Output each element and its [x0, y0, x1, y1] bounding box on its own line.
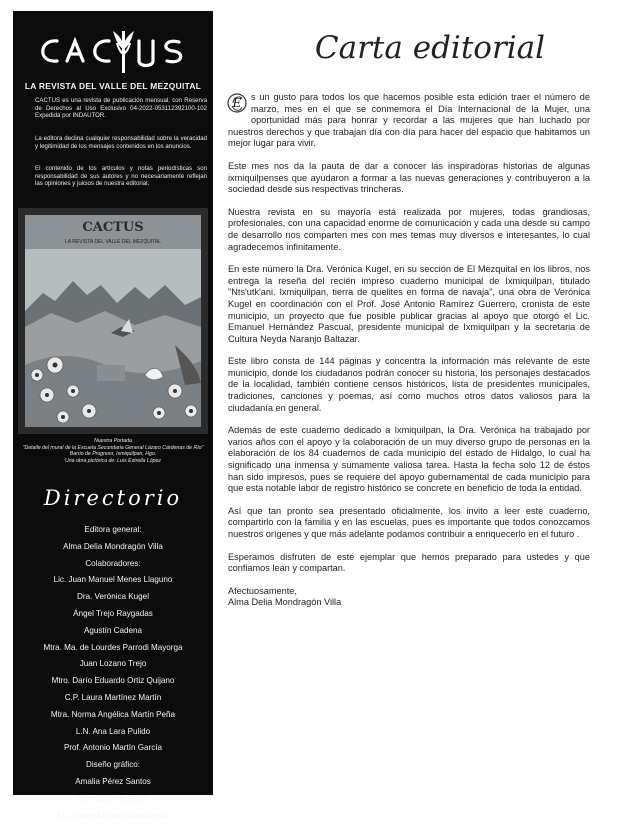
cover-caption-line: Una obra pictórica de: Luis Estrella López — [64, 457, 162, 464]
disclaimer-content: El contenido de los artículos y notas periodísticas son responsabilidad de sus autores y no necesariamente reflejan las opiniones y juicios de nuestra editorial. — [35, 165, 207, 187]
directory-entry: Dra. Verónica Kugel — [77, 592, 149, 602]
directory-entry: Colaboradores: — [85, 558, 141, 568]
legal-notice: CACTUS es una revista de publicación mensual, con Reserva de Derechos al Uso Exclusivo 04-2022-053112392100-102 Expedida por INDAUTOR. — [35, 97, 207, 119]
disclaimer-ads: La editora declina cualquier responsabilidad sobre la veracidad y legitimidad de los mensajes contenidos en los anuncios. — [35, 135, 207, 150]
paragraph: Este mes nos da la pauta de dar a conocer las inspiradoras historias de algunas ixmiquilpenses que ayudaron a formar a las nuevas generaciones y contribuyeron a la sociedad desde sus respectivas trincheras. — [228, 160, 590, 195]
directory-entry: Lic. Ximena López Mondragón — [58, 810, 168, 820]
directory-entry: Editora general: — [84, 525, 142, 534]
closing: Afectuosamente, — [228, 585, 297, 596]
dropcap-letter: E — [232, 96, 242, 110]
directory-entry: Mtro. Darío Eduardo Ortiz Quijano — [51, 676, 175, 686]
paragraph: Además de este cuaderno dedicado a Ixmiquilpan, la Dra. Verónica ha trabajado por varios años con el apoyo y la colaboración de un muy diverso grupo de personas en la elaboración de los 84 cuadernos de cada municipio del estado de Hidalgo, lo cual ha significado una inmensa y sumamente valiosa tarea. Hasta la fecha solo 12 de éstos han sido impresos, pues se requiere del apoyo gubernamental de cada municipio para que esta notable labor de registro histórico se concrete en beneficio de toda la entidad. — [228, 425, 590, 494]
directory-entry: Diseño gráfico: — [86, 760, 140, 770]
paragraph: Esperamos disfruten de este ejemplar que hemos preparado para ustedes y que confiamos lean y compartan. — [228, 551, 590, 574]
page-title: Carta editorial — [314, 30, 546, 66]
paragraph: En este número la Dra. Verónica Kugel, en su sección de El Mezquital en los libros, nos entrega la reseña del recién impreso cuaderno municipal de Ixmiquilpan, titulado "Nts'utk'ani. Ixmiquilpan, tierra de quelites en forma de navaja", una obra de Verónica Kugel en coordinación con el Prof. José Antonio Ramírez Guerrero, cronista de este municipio, un proyecto que fue posible publicar gracias al apoyo que otorgó el Lic. Emanuel Hernández Pascual, presidente municipal de Ixmiquilpan y la secretaria de Cultura Neyda Naranjo Baltazar. — [228, 264, 590, 344]
directory-entry: Agustín Cadena — [83, 625, 143, 635]
logo-text: CACTUS — [27, 25, 32, 26]
directory-entry: Prof. Antonio Martín García — [63, 743, 163, 753]
directory-entry: Amalia Pérez Santos — [75, 776, 151, 786]
magazine-tagline: LA REVISTA DEL VALLE DEL MEZQUITAL — [24, 81, 202, 91]
cover-caption-line: "Detalle del mural de la Escuela Secundaria General Lázaro Cárdenas de Río" — [22, 444, 204, 451]
directory-entry: L.N. Ana Lara Pulido — [75, 726, 151, 736]
directory-entry: Corrección de estilo: — [76, 793, 150, 803]
directory-title: Directorio — [43, 486, 183, 510]
paragraph: Nuestra revista en su mayoría está realizada por mujeres, todas grandiosas, profesionales, con una capacidad enorme de comunicación y cada una desde su campo de desarrollo nos comparten mes con mes temas muy diversos e interesantes, lo cual agradecemos infinitamente. — [228, 206, 590, 252]
cover-caption-line: Nuestra Portada — [94, 438, 132, 444]
directory-entry: Lic. Juan Manuel Menes Llaguno — [53, 575, 173, 585]
directory-entry: Mtra. Norma Angélica Martín Peña — [50, 709, 176, 719]
paragraph — [228, 92, 590, 150]
directory-entry: C.P. Laura Martínez Martín — [64, 692, 162, 702]
sidebar — [13, 11, 213, 820]
directory-entry: Alma Delia Mondragón Villa — [63, 541, 163, 551]
directory-entry: Juan Lozano Trejo — [79, 659, 147, 669]
editorial-body — [228, 92, 590, 609]
signature: Alma Delia Mondragón Villa — [228, 597, 342, 608]
cover-caption-line: Barrio de Progreso, Ixmiquilpan, Hgo. — [69, 451, 157, 458]
paragraph-text: s un gusto para todos los que hacemos posible esta edición traer el número de marzo, mes en el que se conmemora el Día Internacional de la Mujer, una oportunidad más para honrar y recordar a las mujeres que han luchado por nuestros derechos y que trabajan día con día para hacer del espacio que habitamos un mejor lugar para vivir. — [228, 92, 590, 149]
cover-caption — [19, 438, 207, 464]
cover-image — [18, 208, 208, 434]
paragraph: Este libro consta de 144 páginas y concentra la información más relevante de este municipio, donde los ciudadanos podrán conocer su historia, los personajes destacados de la localidad, también contiene censos históricos, lista de presidentes municipales, tradiciones, canciones y poemas, así como muchos otros datos valiosos para la ciudadanía en general. — [228, 356, 590, 413]
dropcap-ornament — [227, 90, 247, 116]
cover-logo: CACTUS — [82, 220, 144, 235]
cover-mural — [25, 215, 201, 427]
cactus-logo — [27, 25, 199, 77]
directory-list — [17, 522, 209, 824]
directory-entry: Ángel Trejo Raygadas — [73, 608, 153, 618]
cover-tagline: LA REVISTA DEL VALLE DEL MEZQUITAL — [64, 239, 162, 245]
paragraph: Así que tan pronto sea presentado oficialmente, los invito a leer este cuaderno, compartirlo con la familia y en las escuelas, pues es importante que todos conozcamos nuestros orígenes y que más adelante podamos contribuir a enriquecerlo en el futuro . — [228, 505, 590, 539]
directory-entry: Mtra. Ma. de Lourdes Parrodi Mayorga — [43, 642, 183, 652]
